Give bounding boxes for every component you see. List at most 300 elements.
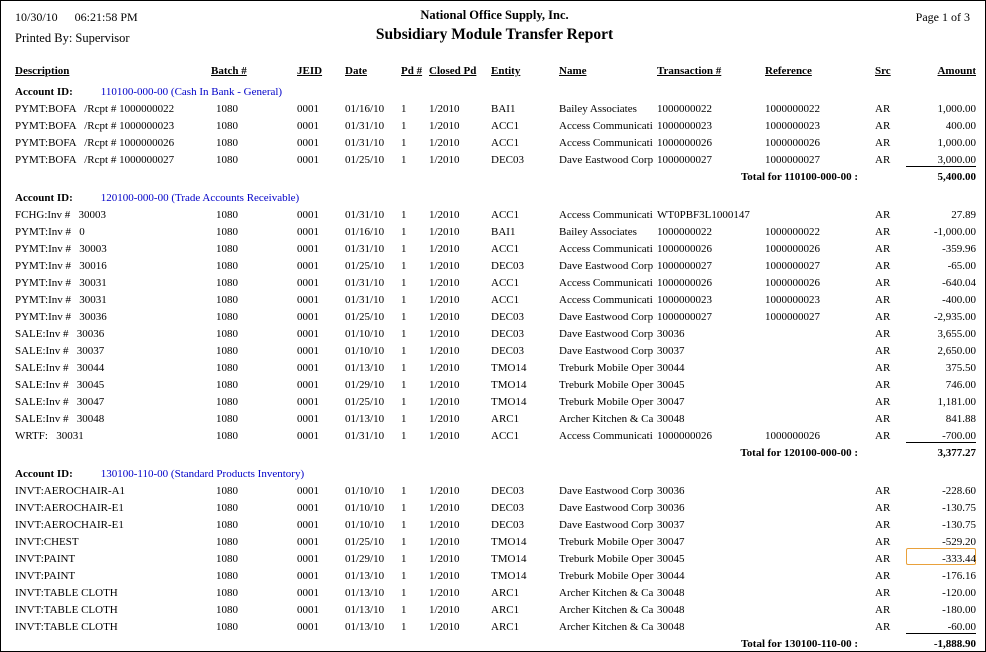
cell-date: 01/31/10 [345,430,385,442]
cell-entity: DEC03 [491,154,524,166]
cell-name: Access Communicati [559,243,653,255]
transaction-row [15,272,976,289]
cell-amount: -176.16 [942,570,976,582]
cell-pd-number: 1 [401,536,407,548]
cell-date: 01/13/10 [345,362,385,374]
cell-name: Dave Eastwood Corp [559,311,654,323]
cell-reference [765,531,875,548]
cell-entity: ACC1 [491,120,520,132]
cell-jeid: 0001 [297,621,319,633]
cell-closed-pd: 1/2010 [429,396,460,408]
cell-src: AR [875,362,891,374]
cell-amount: 1,181.00 [937,396,976,408]
transaction-row [15,480,976,497]
cell-name: Treburk Mobile Oper [559,570,654,582]
cell-reference [765,514,875,531]
cell-reference [765,548,875,565]
col-header-date: Date [345,65,367,77]
col-header-src: Src [875,65,891,77]
cell-src: AR [875,154,891,166]
cell-transaction-number: 30045 [657,379,685,391]
cell-date: 01/13/10 [345,621,385,633]
cell-reference: 1000000023 [765,294,820,306]
cell-transaction-number: 30048 [657,621,685,633]
cell-name: Bailey Associates [559,103,637,115]
cell-transaction-number: 1000000027 [657,311,712,323]
cell-src: AR [875,103,891,115]
transaction-row [15,340,976,357]
cell-transaction-number: 1000000022 [657,226,712,238]
cell-transaction-number: 30044 [657,362,685,374]
cell-closed-pd: 1/2010 [429,120,460,132]
transaction-row [15,408,976,425]
col-header-entity: Entity [491,65,521,77]
cell-name: Treburk Mobile Oper [559,362,654,374]
cell-amount: -60.00 [947,620,976,633]
cell-reference: 1000000026 [765,137,820,149]
cell-reference [765,582,875,599]
cell-batch-number: 1080 [216,379,238,391]
cell-name: Treburk Mobile Oper [559,536,654,548]
cell-transaction-number: 30047 [657,536,685,548]
section-total-label: Total for 120100-000-00 : [740,447,858,459]
cell-description: PYMT:Inv # 30003 [15,243,107,255]
cell-src: AR [875,621,891,633]
cell-transaction-number: 30047 [657,396,685,408]
cell-reference: 1000000026 [765,430,820,442]
section-total-label: Total for 110100-000-00 : [740,171,858,183]
cell-jeid: 0001 [297,362,319,374]
cell-batch-number: 1080 [216,226,238,238]
transaction-row [15,357,976,374]
cell-date: 01/31/10 [345,243,385,255]
cell-reference: 1000000026 [765,277,820,289]
cell-amount: 375.50 [945,362,976,374]
cell-pd-number: 1 [401,209,407,221]
cell-date: 01/10/10 [345,485,385,497]
cell-pd-number: 1 [401,553,407,565]
cell-transaction-number: 30048 [657,604,685,616]
column-header-row [15,59,976,77]
account-id-label: Account ID: [15,192,73,204]
account-section-header [15,183,976,204]
cell-entity: TMO14 [491,379,527,391]
cell-pd-number: 1 [401,120,407,132]
account-section-header [15,77,976,98]
cell-reference [765,391,875,408]
cell-date: 01/31/10 [345,209,385,221]
account-id-link[interactable]: 110100-000-00 (Cash In Bank - General) [100,86,283,98]
cell-src: AR [875,243,891,255]
cell-src: AR [875,553,891,565]
col-header-reference: Reference [765,65,812,77]
cell-description: SALE:Inv # 30037 [15,345,105,357]
cell-name: Archer Kitchen & Ca [559,621,654,633]
cell-entity: TMO14 [491,570,527,582]
cell-description: INVT:TABLE CLOTH [15,604,118,616]
cell-entity: ACC1 [491,294,520,306]
report-table [15,59,976,650]
transaction-row [15,149,976,166]
cell-closed-pd: 1/2010 [429,226,460,238]
cell-jeid: 0001 [297,103,319,115]
cell-closed-pd: 1/2010 [429,502,460,514]
cell-jeid: 0001 [297,137,319,149]
cell-transaction-number: 1000000026 [657,430,712,442]
cell-closed-pd: 1/2010 [429,587,460,599]
col-header-jeid: JEID [297,65,323,77]
cell-src: AR [875,311,891,323]
cell-transaction-number: 1000000026 [657,137,712,149]
cell-batch-number: 1080 [216,328,238,340]
transaction-row [15,514,976,531]
cell-batch-number: 1080 [216,120,238,132]
transaction-row [15,115,976,132]
cell-src: AR [875,277,891,289]
cell-amount: -700.00 [942,429,976,442]
cell-entity: DEC03 [491,260,524,272]
cell-pd-number: 1 [401,137,407,149]
cell-amount: 746.00 [945,379,976,391]
transaction-row [15,425,976,442]
cell-pd-number: 1 [401,362,407,374]
cell-description: PYMT:BOFA /Rcpt # 1000000022 [15,103,175,115]
cell-batch-number: 1080 [216,243,238,255]
cell-batch-number: 1080 [216,260,238,272]
cell-name: Access Communicati [559,294,653,306]
cell-description: SALE:Inv # 30047 [15,396,105,408]
cell-reference [765,599,875,616]
cell-jeid: 0001 [297,519,319,531]
cell-description: PYMT:Inv # 30016 [15,260,107,272]
transaction-row [15,238,976,255]
col-header-description: Description [15,65,70,77]
cell-entity: ACC1 [491,430,520,442]
cell-jeid: 0001 [297,430,319,442]
cell-amount: -2,935.00 [933,311,976,323]
cell-pd-number: 1 [401,587,407,599]
cell-date: 01/16/10 [345,103,385,115]
cell-date: 01/25/10 [345,154,385,166]
cell-transaction-number: 30045 [657,553,685,565]
cell-closed-pd: 1/2010 [429,485,460,497]
cell-amount: 400.00 [945,120,976,132]
cell-name: Access Communicati [559,430,653,442]
cell-description: INVT:CHEST [15,536,79,548]
cell-entity: ACC1 [491,277,520,289]
cell-src: AR [875,502,891,514]
cell-reference [765,497,875,514]
cell-description: SALE:Inv # 30036 [15,328,105,340]
cell-amount: -640.04 [942,277,976,289]
cell-closed-pd: 1/2010 [429,570,460,582]
cell-entity: BAI1 [491,226,516,238]
cell-date: 01/13/10 [345,413,385,425]
cell-date: 01/10/10 [345,328,385,340]
cell-src: AR [875,209,891,221]
cell-pd-number: 1 [401,570,407,582]
cell-transaction-number: 1000000026 [657,243,712,255]
cell-pd-number: 1 [401,502,407,514]
cell-date: 01/31/10 [345,277,385,289]
cell-name: Bailey Associates [559,226,637,238]
account-id-link[interactable]: 130100-110-00 (Standard Products Inventory) [100,468,305,480]
cell-pd-number: 1 [401,604,407,616]
transaction-row [15,204,976,221]
cell-jeid: 0001 [297,604,319,616]
cell-date: 01/10/10 [345,502,385,514]
cell-entity: ACC1 [491,209,520,221]
cell-name: Dave Eastwood Corp [559,519,654,531]
cell-entity: DEC03 [491,485,524,497]
cell-jeid: 0001 [297,379,319,391]
cell-batch-number: 1080 [216,103,238,115]
cell-src: AR [875,587,891,599]
cell-description: PYMT:BOFA /Rcpt # 1000000023 [15,120,175,132]
cell-description: INVT:PAINT [15,570,76,582]
cell-jeid: 0001 [297,413,319,425]
cell-jeid: 0001 [297,260,319,272]
cell-batch-number: 1080 [216,587,238,599]
cell-amount: -120.00 [942,587,976,599]
cell-src: AR [875,413,891,425]
cell-batch-number: 1080 [216,154,238,166]
cell-description: PYMT:Inv # 30031 [15,294,107,306]
account-id-link[interactable]: 120100-000-00 (Trade Accounts Receivable) [100,192,300,204]
highlighted-amount-cell[interactable]: -333.44 [906,548,976,565]
cell-amount: 3,655.00 [937,328,976,340]
cell-description: PYMT:BOFA /Rcpt # 1000000027 [15,154,175,166]
transaction-row [15,323,976,340]
cell-description: INVT:AEROCHAIR-E1 [15,502,124,514]
cell-transaction-number: 30036 [657,502,685,514]
cell-jeid: 0001 [297,485,319,497]
cell-name: Access Communicati [559,137,653,149]
cell-description: INVT:TABLE CLOTH [15,587,118,599]
cell-name: Treburk Mobile Oper [559,553,654,565]
cell-src: AR [875,137,891,149]
cell-closed-pd: 1/2010 [429,328,460,340]
cell-transaction-number: 30048 [657,587,685,599]
cell-closed-pd: 1/2010 [429,413,460,425]
cell-name: Treburk Mobile Oper [559,396,654,408]
cell-entity: ARC1 [491,621,520,633]
cell-jeid: 0001 [297,154,319,166]
cell-src: AR [875,570,891,582]
cell-batch-number: 1080 [216,553,238,565]
cell-src: AR [875,294,891,306]
cell-batch-number: 1080 [216,396,238,408]
cell-entity: TMO14 [491,536,527,548]
cell-closed-pd: 1/2010 [429,243,460,255]
print-time: 06:21:58 PM [74,10,138,24]
cell-date: 01/13/10 [345,604,385,616]
cell-date: 01/25/10 [345,536,385,548]
cell-reference [765,374,875,391]
cell-reference: 1000000023 [765,120,820,132]
cell-description: PYMT:Inv # 0 [15,226,85,238]
cell-name: Dave Eastwood Corp [559,485,654,497]
cell-description: INVT:AEROCHAIR-A1 [15,485,126,497]
report-body [15,77,976,650]
cell-jeid: 0001 [297,345,319,357]
cell-reference [765,357,875,374]
cell-transaction-number: 1000000023 [657,294,712,306]
cell-amount: -529.20 [942,536,976,548]
cell-amount: -65.00 [947,260,976,272]
transaction-row [15,616,976,633]
cell-transaction-number: 1000000026 [657,277,712,289]
account-section-header [15,459,976,480]
transaction-row [15,255,976,272]
cell-batch-number: 1080 [216,485,238,497]
section-total-label: Total for 130100-110-00 : [740,638,858,650]
cell-jeid: 0001 [297,294,319,306]
col-header-amount: Amount [937,65,976,77]
transaction-row [15,548,976,565]
cell-entity: BAI1 [491,103,516,115]
cell-description: INVT:TABLE CLOTH [15,621,118,633]
cell-pd-number: 1 [401,154,407,166]
transaction-row [15,289,976,306]
cell-description: INVT:AEROCHAIR-E1 [15,519,124,531]
cell-closed-pd: 1/2010 [429,362,460,374]
cell-reference [765,408,875,425]
cell-src: AR [875,120,891,132]
transaction-row [15,374,976,391]
cell-date: 01/10/10 [345,345,385,357]
cell-jeid: 0001 [297,536,319,548]
cell-transaction-number: 30037 [657,519,685,531]
cell-transaction-number: 30044 [657,570,685,582]
cell-name: Dave Eastwood Corp [559,345,654,357]
cell-jeid: 0001 [297,226,319,238]
cell-amount: -359.96 [942,243,976,255]
cell-entity: DEC03 [491,345,524,357]
cell-entity: ARC1 [491,587,520,599]
cell-jeid: 0001 [297,396,319,408]
cell-description: SALE:Inv # 30044 [15,362,105,374]
cell-closed-pd: 1/2010 [429,137,460,149]
cell-entity: ARC1 [491,604,520,616]
cell-date: 01/13/10 [345,570,385,582]
cell-batch-number: 1080 [216,621,238,633]
cell-pd-number: 1 [401,345,407,357]
col-header-transaction-number: Transaction # [657,65,722,77]
cell-amount: 1,000.00 [937,103,976,115]
cell-name: Access Communicati [559,209,653,221]
cell-jeid: 0001 [297,570,319,582]
cell-reference: 1000000027 [765,260,820,272]
cell-jeid: 0001 [297,243,319,255]
transaction-row [15,599,976,616]
cell-pd-number: 1 [401,413,407,425]
cell-description: SALE:Inv # 30048 [15,413,105,425]
cell-description: FCHG:Inv # 30003 [15,209,107,221]
cell-name: Dave Eastwood Corp [559,502,654,514]
cell-date: 01/31/10 [345,137,385,149]
cell-pd-number: 1 [401,485,407,497]
cell-transaction-number: 30036 [657,485,685,497]
cell-jeid: 0001 [297,277,319,289]
cell-pd-number: 1 [401,243,407,255]
cell-reference: 1000000022 [765,226,820,238]
cell-jeid: 0001 [297,502,319,514]
cell-batch-number: 1080 [216,277,238,289]
cell-src: AR [875,328,891,340]
cell-amount: -130.75 [942,519,976,531]
cell-batch-number: 1080 [216,345,238,357]
cell-jeid: 0001 [297,311,319,323]
cell-date: 01/16/10 [345,226,385,238]
cell-batch-number: 1080 [216,536,238,548]
cell-reference: 1000000022 [765,103,820,115]
cell-batch-number: 1080 [216,294,238,306]
cell-name: Archer Kitchen & Ca [559,604,654,616]
cell-entity: TMO14 [491,553,527,565]
cell-src: AR [875,226,891,238]
section-total-row [15,633,976,650]
cell-closed-pd: 1/2010 [429,311,460,323]
account-id-label: Account ID: [15,468,73,480]
cell-reference [765,204,875,221]
cell-description: SALE:Inv # 30045 [15,379,105,391]
cell-amount: 27.89 [951,209,976,221]
header-center [15,8,974,44]
cell-date: 01/25/10 [345,260,385,272]
cell-name: Access Communicati [559,120,653,132]
page-indicator: Page 1 of 3 [915,10,970,24]
cell-transaction-number: 30048 [657,413,685,425]
section-total-amount: 3,377.27 [906,442,976,459]
cell-description: WRTF: 30031 [15,430,84,442]
section-total-row [15,166,976,183]
cell-description: PYMT:Inv # 30031 [15,277,107,289]
section-total-row [15,442,976,459]
transaction-row [15,306,976,323]
transaction-row [15,565,976,582]
cell-reference: 1000000027 [765,154,820,166]
cell-transaction-number: 1000000023 [657,120,712,132]
cell-jeid: 0001 [297,328,319,340]
cell-closed-pd: 1/2010 [429,536,460,548]
col-header-pd-number: Pd # [401,65,423,77]
cell-src: AR [875,604,891,616]
cell-batch-number: 1080 [216,413,238,425]
col-header-name: Name [559,65,587,77]
cell-src: AR [875,430,891,442]
cell-amount: -1,000.00 [933,226,976,238]
printed-by: Printed By: Supervisor [15,31,130,45]
cell-src: AR [875,485,891,497]
transaction-row [15,531,976,548]
col-header-closed-pd: Closed Pd [429,65,477,77]
cell-closed-pd: 1/2010 [429,277,460,289]
cell-date: 01/31/10 [345,120,385,132]
cell-pd-number: 1 [401,396,407,408]
cell-closed-pd: 1/2010 [429,519,460,531]
transaction-row [15,221,976,238]
cell-src: AR [875,396,891,408]
cell-jeid: 0001 [297,120,319,132]
cell-reference [765,616,875,633]
cell-closed-pd: 1/2010 [429,430,460,442]
cell-jeid: 0001 [297,209,319,221]
cell-pd-number: 1 [401,260,407,272]
cell-transaction-number: 1000000027 [657,260,712,272]
cell-transaction-number: 30037 [657,345,685,357]
cell-amount: 1,000.00 [937,137,976,149]
